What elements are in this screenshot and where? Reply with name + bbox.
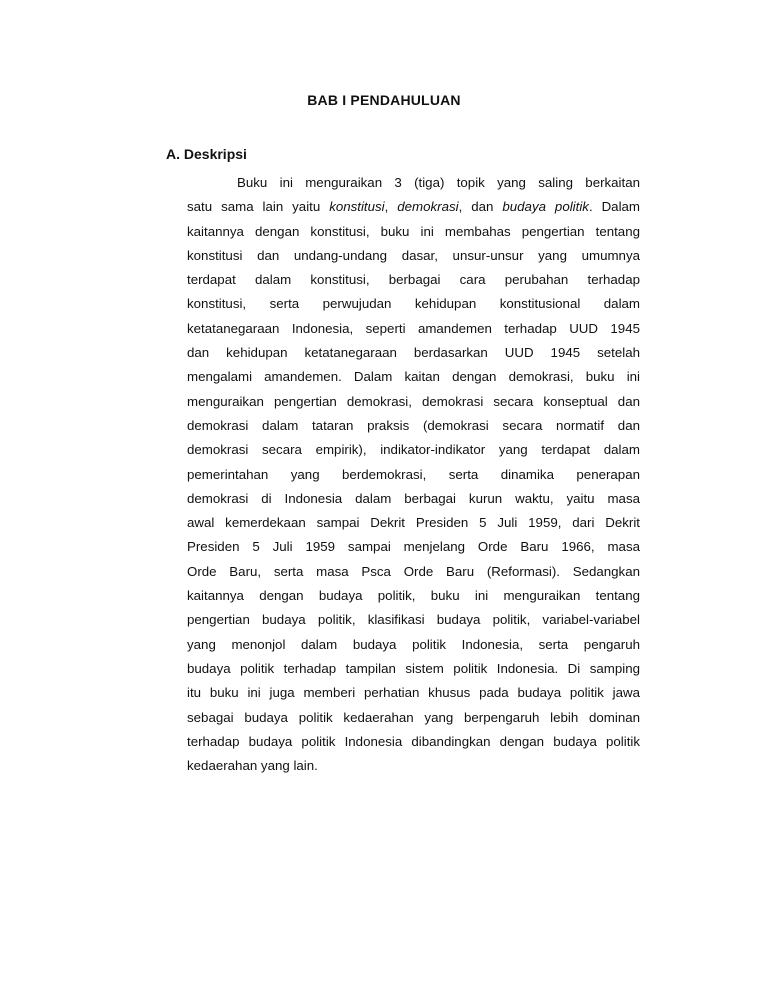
paragraph-line	[187, 754, 640, 778]
text-run: Buku ini menguraikan 3 (tiga) topik yang saling berkaitan	[237, 175, 640, 190]
text-run: Presiden 5 Juli 1959 sampai menjelang Orde Baru 1966, masa	[187, 539, 640, 555]
text-run: demokrasi secara empirik), indikator-indikator yang terdapat dalam	[187, 442, 640, 458]
text-run: demokrasi dalam tataran praksis (demokrasi secara normatif dan	[187, 417, 640, 433]
text-run: pengertian budaya politik, klasifikasi budaya politik, variabel-variabel	[187, 612, 640, 628]
paragraph-line	[187, 244, 640, 268]
text-run: budaya politik terhadap tampilan sistem politik Indonesia. Di samping	[187, 660, 640, 676]
text-run: ketatanegaraan Indonesia, seperti amandemen terhadap UUD 1945	[187, 320, 640, 336]
italic-term: konstitusi	[329, 199, 385, 215]
text-run: mengalami amandemen. Dalam kaitan dengan demokrasi, buku ini	[187, 369, 640, 385]
italic-term: budaya politik	[502, 199, 589, 215]
text-run: . Dalam	[588, 199, 640, 215]
text-run: konstitusi, serta perwujudan kehidupan konstitusional dalam	[187, 296, 640, 312]
text-run: itu buku ini juga memberi perhatian khusus pada budaya politik jawa	[187, 685, 640, 701]
text-run: sebagai budaya politik kedaerahan yang berpengaruh lebih dominan	[187, 709, 640, 725]
text-run: konstitusi dan undang-undang dasar, unsur-unsur yang umumnya	[187, 247, 640, 263]
paragraph-line	[187, 511, 640, 535]
text-run: terdapat dalam konstitusi, berbagai cara perubahan terhadap	[187, 272, 640, 288]
text-run: Orde Baru, serta masa Psca Orde Baru (Reformasi). Sedangkan	[187, 563, 640, 579]
paragraph-line	[187, 438, 640, 462]
text-run: , dan	[458, 199, 503, 215]
paragraph-line	[187, 390, 640, 414]
section-heading: A. Deskripsi	[166, 146, 247, 162]
paragraph-line	[187, 220, 640, 244]
paragraph-line	[187, 657, 640, 681]
text-run: demokrasi di Indonesia dalam berbagai kurun waktu, yaitu masa	[187, 490, 640, 506]
text-run: menguraikan pengertian demokrasi, demokrasi secara konseptual dan	[187, 393, 640, 409]
text-run: awal kemerdekaan sampai Dekrit Presiden 5 Juli 1959, dari Dekrit	[187, 515, 640, 531]
paragraph-line	[187, 584, 640, 608]
text-run: kedaerahan yang lain.	[187, 758, 318, 774]
paragraph-line	[187, 706, 640, 730]
paragraph-line	[187, 365, 640, 389]
paragraph-line	[187, 195, 640, 219]
paragraph-line	[187, 487, 640, 511]
text-run: yang menonjol dalam budaya politik Indonesia, serta pengaruh	[187, 636, 640, 652]
paragraph-line	[187, 171, 640, 195]
text-run: dan kehidupan ketatanegaraan berdasarkan UUD 1945 setelah	[187, 345, 640, 361]
paragraph-line	[187, 535, 640, 559]
text-run: pemerintahan yang berdemokrasi, serta dinamika penerapan	[187, 466, 640, 482]
paragraph-line	[187, 463, 640, 487]
paragraph-line	[187, 268, 640, 292]
description-paragraph	[187, 171, 640, 778]
text-run: kaitannya dengan konstitusi, buku ini membahas pengertian tentang	[187, 223, 640, 239]
paragraph-line	[187, 608, 640, 632]
paragraph-line	[187, 341, 640, 365]
paragraph-line	[187, 317, 640, 341]
paragraph-line	[187, 730, 640, 754]
chapter-title: BAB I PENDAHULUAN	[307, 92, 461, 108]
text-run: ,	[384, 199, 398, 215]
paragraph-line	[187, 633, 640, 657]
text-run: terhadap budaya politik Indonesia dibandingkan dengan budaya politik	[187, 733, 640, 749]
paragraph-line	[187, 414, 640, 438]
paragraph-line	[187, 681, 640, 705]
text-run: kaitannya dengan budaya politik, buku ini menguraikan tentang	[187, 588, 640, 604]
text-run: satu sama lain yaitu	[187, 199, 330, 215]
paragraph-line	[187, 292, 640, 316]
italic-term: demokrasi	[397, 199, 459, 215]
paragraph-line	[187, 560, 640, 584]
